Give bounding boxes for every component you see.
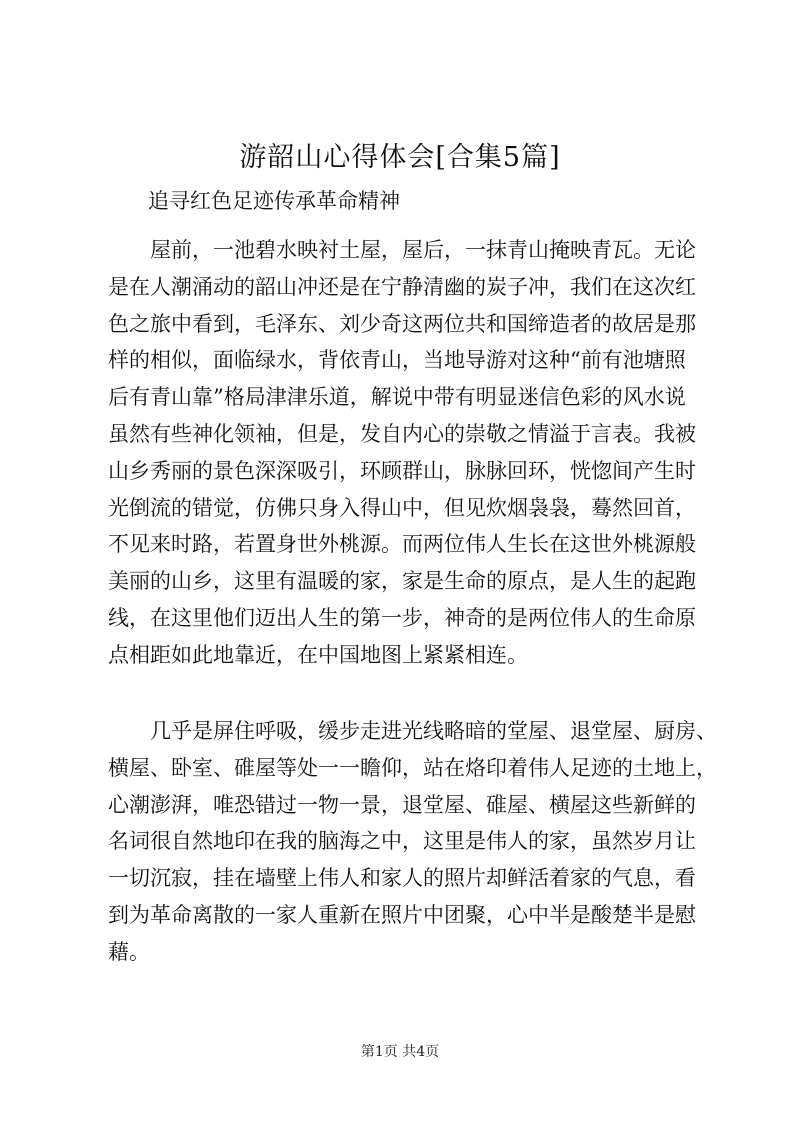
paragraph-line: 后有青山靠”格局津津乐道，解说中带有明显迷信色彩的风水说 bbox=[108, 385, 686, 410]
paragraph-line: 到为革命离散的一家人重新在照片中团聚，心中半是酸楚半是慰 bbox=[108, 902, 696, 927]
paragraph-line: 样的相似，面临绿水，背依青山，当地导游对这种“前有池塘照 bbox=[108, 348, 686, 373]
paragraph-line: 不见来时路，若置身世外桃源。而两位伟人生长在这世外桃源般 bbox=[108, 532, 696, 557]
paragraph-line: 山乡秀丽的景色深深吸引，环顾群山，脉脉回环，恍惚间产生时 bbox=[108, 458, 696, 483]
paragraph-line: 一切沉寂，挂在墙壁上伟人和家人的照片却鲜活着家的气息，看 bbox=[108, 866, 696, 891]
paragraph-1 bbox=[108, 232, 708, 674]
document-subtitle: 追寻红色足迹传承革命精神 bbox=[148, 189, 400, 213]
paragraph-line: 几乎是屏住呼吸，缓步走进光线略暗的堂屋、退堂屋、厨房、 bbox=[108, 719, 717, 743]
paragraph-line: 色之旅中看到，毛泽东、刘少奇这两位共和国缔造者的故居是那 bbox=[108, 311, 696, 336]
document-title: 游韶山心得体会[合集5篇] bbox=[239, 142, 561, 173]
paragraph-line: 是在人潮涌动的韶山冲还是在宁静清幽的炭子冲，我们在这次红 bbox=[108, 274, 696, 299]
paragraph-line: 虽然有些神化领袖，但是，发自内心的崇敬之情溢于言表。我被 bbox=[108, 421, 696, 446]
paragraph-line: 美丽的山乡，这里有温暖的家，家是生命的原点，是人生的起跑 bbox=[108, 569, 696, 594]
paragraph-line: 心潮澎湃，唯恐错过一物一景，退堂屋、碓屋、横屋这些新鲜的 bbox=[108, 792, 696, 817]
paragraph-2 bbox=[108, 713, 717, 971]
paragraph-line: 点相距如此地靠近，在中国地图上紧紧相连。 bbox=[108, 642, 528, 667]
paragraph-line: 光倒流的错觉，仿佛只身入得山中，但见炊烟袅袅，蓦然回首， bbox=[108, 495, 696, 520]
paragraph-line: 屋前，一池碧水映衬土屋，屋后，一抹青山掩映青瓦。无论 bbox=[108, 238, 696, 262]
paragraph-line: 名词很自然地印在我的脑海之中，这里是伟人的家，虽然岁月让 bbox=[108, 829, 696, 854]
paragraph-line: 横屋、卧室、碓屋等处一一瞻仰，站在烙印着伟人足迹的土地上， bbox=[108, 755, 717, 780]
paragraph-line: 藉。 bbox=[108, 939, 150, 964]
page-number-footer: 第1页 共4页 bbox=[360, 1044, 440, 1060]
paragraph-line: 线，在这里他们迈出人生的第一步，神奇的是两位伟人的生命原 bbox=[108, 605, 696, 630]
